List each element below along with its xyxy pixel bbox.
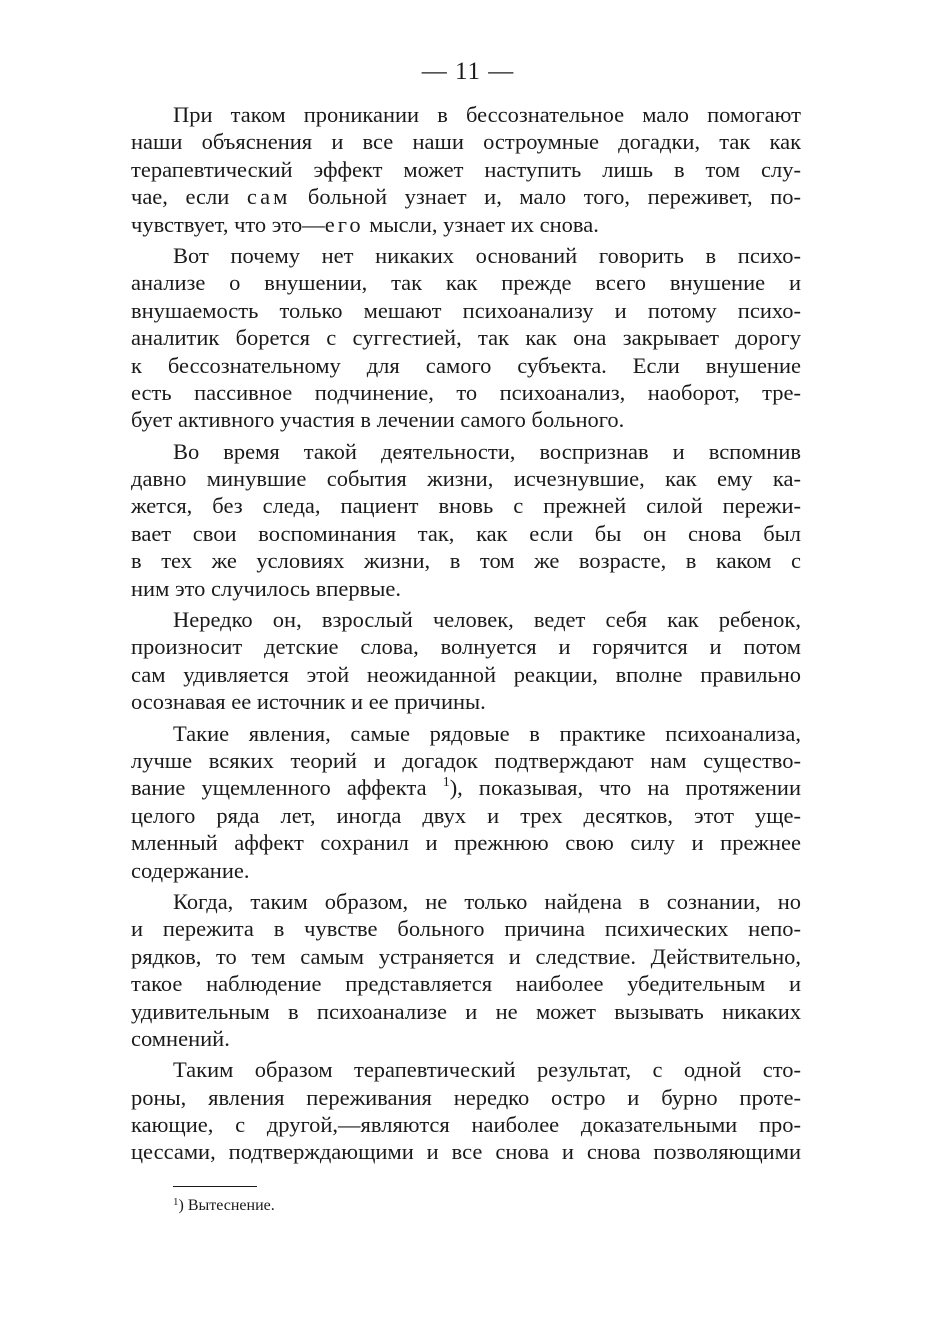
footnote-marker: 1 xyxy=(173,1196,179,1208)
footnote-text: ) Вытеснение. xyxy=(178,1197,275,1214)
emphasis: сам xyxy=(246,184,291,210)
page-number: — 11 — xyxy=(421,58,515,85)
paragraph xyxy=(131,1056,801,1166)
text-line: мленный аффект сохранил и прежнюю свою силу и прежнее xyxy=(131,830,801,856)
footnote-reference[interactable]: 1 xyxy=(442,775,450,791)
text-line: внушаемость только мешают психоанализу и потому психо- xyxy=(131,297,801,323)
text-line: цессами, подтверждающими и все снова и снова позволяющими xyxy=(131,1139,801,1165)
text-line: При таком проникании в бессознательное мало помогают xyxy=(173,102,801,127)
footnote xyxy=(173,1196,275,1216)
text-line: бует активного участия в лечении самого больного. xyxy=(131,407,625,433)
paragraph xyxy=(131,438,801,602)
text-line: есть пассивное подчинение, то психоанализ, наоборот, тре- xyxy=(131,379,801,405)
text-line: сам удивляется этой неожиданной реакции, вполне правильно xyxy=(131,661,801,687)
text-line: к бессознательному для самого субъекта. Если внушение xyxy=(131,352,801,378)
text-line: анализе о внушении, так как прежде всего внушение и xyxy=(131,270,801,296)
text-line: вание ущемленного аффекта $^1$), показывая, что на протяжении xyxy=(131,775,801,801)
text-line: ним это случилось впервые. xyxy=(131,575,401,601)
text-line: сомнений. xyxy=(131,1025,230,1051)
paragraph xyxy=(131,101,801,238)
text-line: удивительным в психоанализе и не может вызывать никаких xyxy=(131,998,801,1024)
text-line: наши объяснения и все наши остроумные догадки, так как xyxy=(131,129,801,155)
text-line: осознавая ее источник и ее причины. xyxy=(131,689,486,715)
paragraph xyxy=(131,242,801,434)
text-line: чувствует, что это—его мысли, узнает их снова. xyxy=(131,211,599,237)
text-line: кающие, с другой,—являются наиболее доказательными про- xyxy=(131,1112,801,1138)
text-line: чае, если сам больной узнает и, мало того, переживет, по- xyxy=(131,184,801,210)
text-line: Нередко он, взрослый человек, ведет себя как ребенок, xyxy=(173,607,801,633)
text-line: давно минувшие события жизни, исчезнувшие, как ему ка- xyxy=(131,466,801,492)
text-line: Таким образом терапевтический результат, с одной сто- xyxy=(173,1057,801,1083)
paragraph xyxy=(131,720,801,884)
text-line: и пережита в чувстве больного причина психических непо- xyxy=(131,916,801,942)
paragraph xyxy=(131,888,801,1052)
text-line: целого ряда лет, иногда двух и трех десятков, этот уще- xyxy=(131,802,801,828)
text-line: произносит детские слова, волнуется и горячится и потом xyxy=(131,634,801,660)
body-text xyxy=(131,101,801,1170)
emphasis: его xyxy=(324,211,364,237)
paragraph xyxy=(131,606,801,716)
text-line: жется, без следа, пациент вновь с прежней силой пережи- xyxy=(131,493,801,519)
text-line: роны, явления переживания нередко остро и бурно проте- xyxy=(131,1084,801,1110)
text-line: вает свои воспоминания так, как если бы он снова был xyxy=(131,520,801,546)
footnote-separator xyxy=(173,1186,257,1187)
text-line: Вот почему нет никаких оснований говорить в психо- xyxy=(173,242,801,268)
text-line: лучше всяких теорий и догадок подтверждают нам существо- xyxy=(131,747,801,773)
text-line: рядков, то тем самым устраняется и следствие. Действительно, xyxy=(131,943,801,969)
text-line: Такие явления, самые рядовые в практике психоанализа, xyxy=(173,720,801,746)
text-line: аналитик борется с суггестией, так как она закрывает дорогу xyxy=(131,325,801,351)
text-line: содержание. xyxy=(131,857,250,883)
text-line: Когда, таким образом, не только найдена в сознании, но xyxy=(173,888,801,914)
text-line: такое наблюдение представляется наиболее убедительным и xyxy=(131,971,801,997)
text-line: терапевтический эффект может наступить лишь в том слу- xyxy=(131,156,801,182)
text-line: Во время такой деятельности, воспризнав и вспомнив xyxy=(173,438,801,464)
text-line: в тех же условиях жизни, в том же возрасте, в каком с xyxy=(131,548,801,574)
